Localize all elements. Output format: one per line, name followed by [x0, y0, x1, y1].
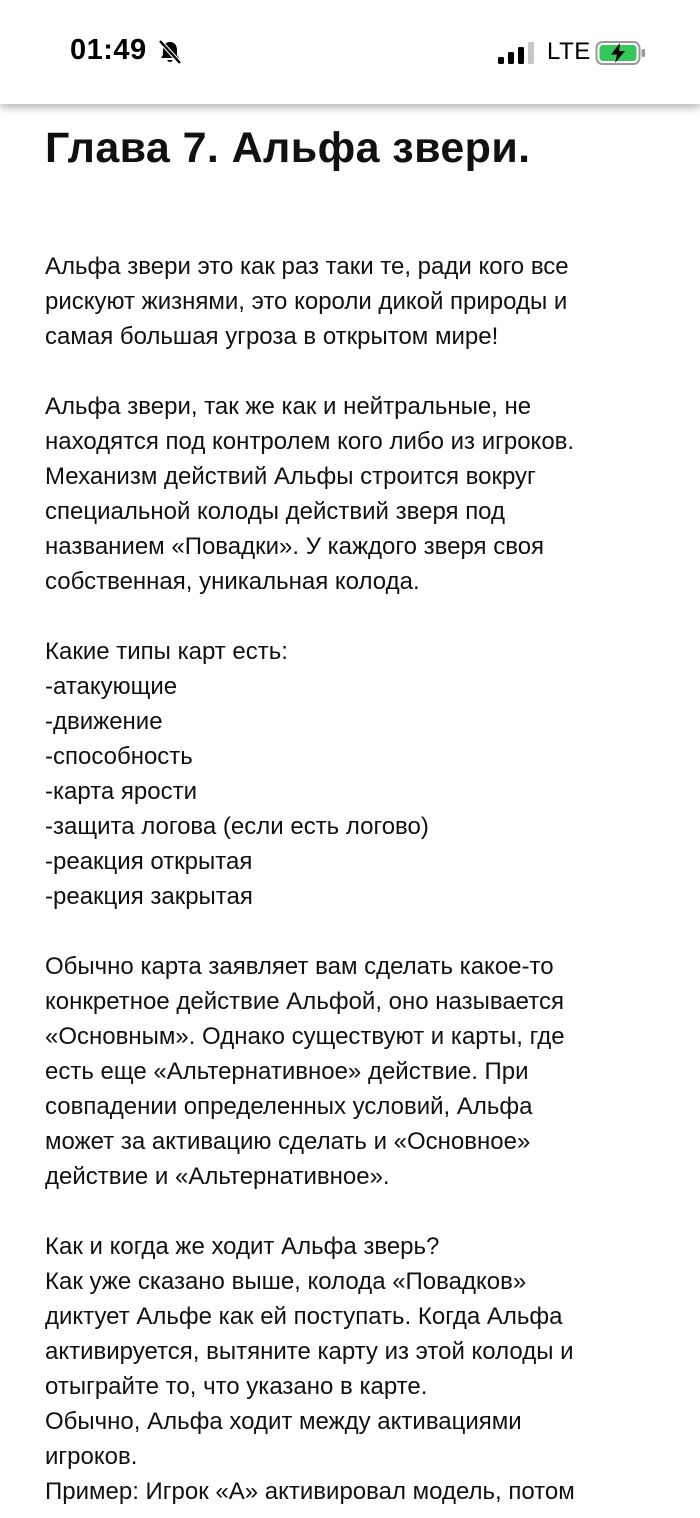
text-line: диктует Альфе как ей поступать. Когда Альфа: [45, 1303, 563, 1330]
text-line: Пример: Игрок «А» активировал модель, потом: [45, 1478, 575, 1505]
text-line: Механизм действий Альфы строится вокруг: [45, 463, 536, 490]
text-line: Альфа звери это как раз таки те, ради кого все: [45, 253, 569, 280]
text-line: «Основным». Однако существуют и карты, где: [45, 1023, 565, 1050]
text-line: действие и «Альтернативное».: [45, 1163, 390, 1190]
list-item: -движение: [45, 708, 163, 735]
text-line: рискуют жизнями, это короли дикой природы и: [45, 288, 568, 315]
list-item: -способность: [45, 743, 193, 770]
silent-bell-icon: [156, 38, 184, 66]
text-line: Как уже сказано выше, колода «Повадков»: [45, 1268, 527, 1295]
cellular-signal-icon: [498, 42, 536, 64]
text-line: отыграйте то, что указано в карте.: [45, 1373, 428, 1400]
chapter-body: [45, 249, 675, 1509]
paragraph-gap: [45, 1194, 675, 1229]
text-line: Альфа звери, так же как и нейтральные, не: [45, 393, 532, 420]
list-item: -реакция открытая: [45, 848, 253, 875]
text-line: активируется, вытяните карту из этой колоды и: [45, 1338, 574, 1365]
status-bar: [0, 0, 700, 104]
text-line: собственная, уникальная колода.: [45, 568, 420, 595]
chapter-title: Глава 7. Альфа звери.: [45, 124, 531, 172]
status-time: 01:49: [70, 34, 147, 66]
text-line: названием «Повадки». У каждого зверя своя: [45, 533, 545, 560]
text-line: есть еще «Альтернативное» действие. При: [45, 1058, 529, 1085]
network-type-label: LTE: [547, 38, 591, 65]
text-line: Обычно, Альфа ходит между активациями: [45, 1408, 522, 1435]
battery-charging-icon: [595, 39, 647, 67]
text-line: специальной колоды действий зверя под: [45, 498, 506, 525]
text-line: совпадении определенных условий, Альфа: [45, 1093, 533, 1120]
list-item: -карта ярости: [45, 778, 198, 805]
paragraph-gap: [45, 599, 675, 634]
text-line: Обычно карта заявляет вам сделать какое-то: [45, 953, 554, 980]
list-item: -защита логова (если есть логово): [45, 813, 429, 840]
list-item: -реакция закрытая: [45, 883, 253, 910]
paragraph-gap: [45, 914, 675, 949]
paragraph-gap: [45, 354, 675, 389]
text-line: самая большая угроза в открытом мире!: [45, 323, 499, 350]
text-line: может за активацию сделать и «Основное»: [45, 1128, 531, 1155]
text-line: игроков.: [45, 1443, 138, 1470]
text-line: находятся под контролем кого либо из игроков.: [45, 428, 575, 455]
list-heading: Какие типы карт есть:: [45, 638, 288, 665]
text-line: конкретное действие Альфой, оно называется: [45, 988, 564, 1015]
reader-page[interactable]: [0, 104, 700, 1518]
text-line: Как и когда же ходит Альфа зверь?: [45, 1233, 440, 1260]
list-item: -атакующие: [45, 673, 178, 700]
